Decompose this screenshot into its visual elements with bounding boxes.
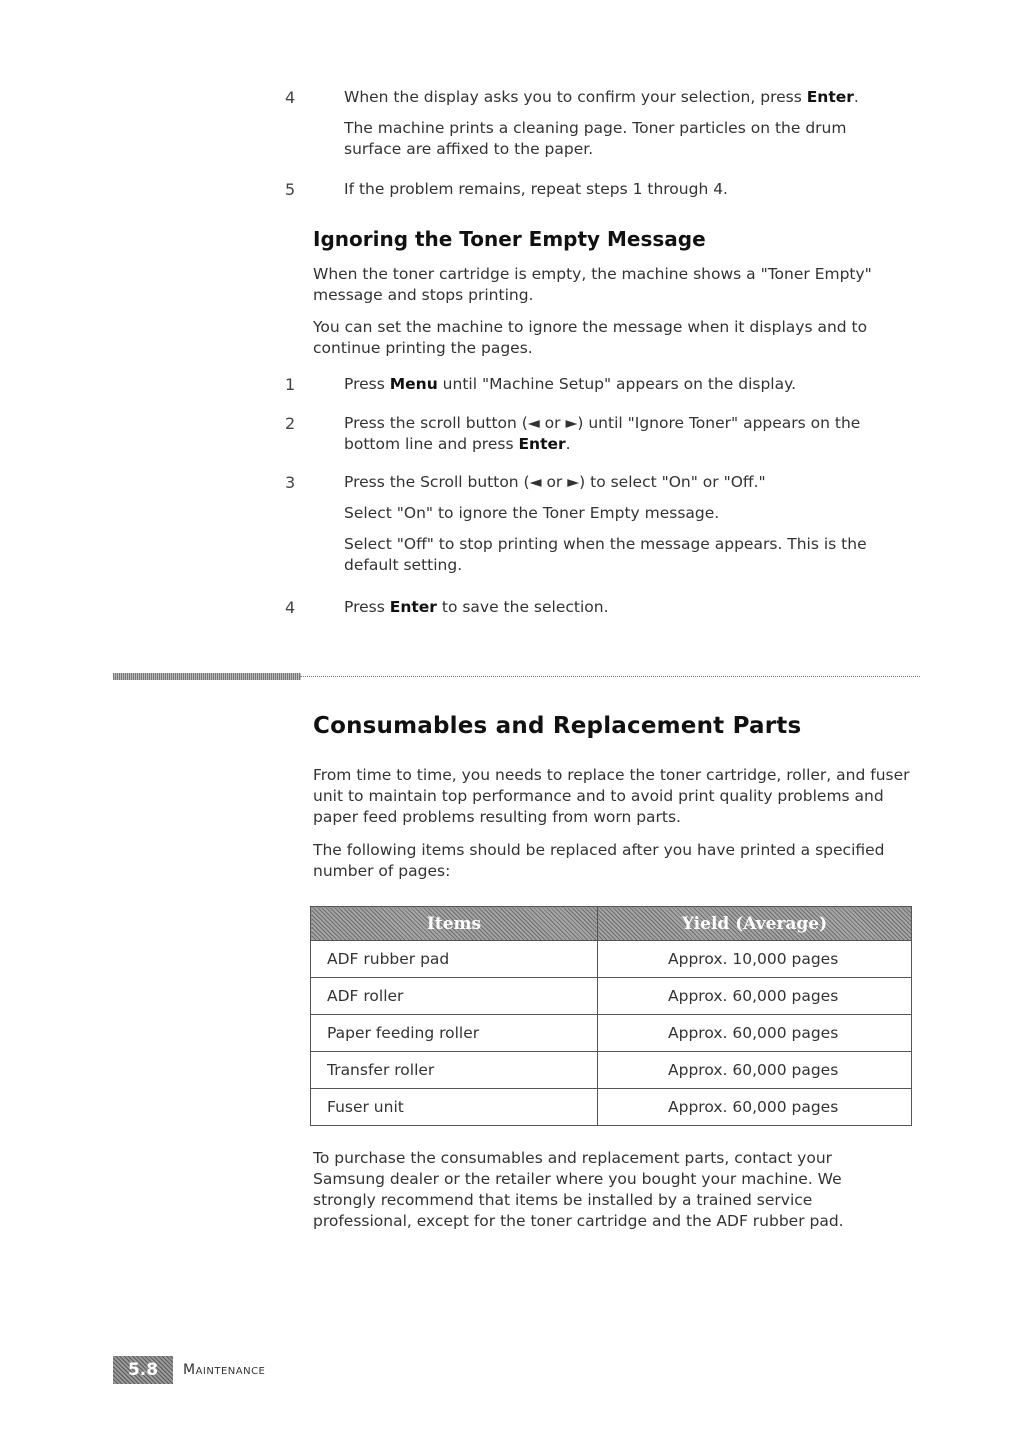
toner-para-1: When the toner cartridge is empty, the machine shows a "Toner Empty" message and stops printing.: [313, 265, 872, 304]
step-note: Select "On" to ignore the Toner Empty message.: [344, 504, 720, 522]
consumables-para-3: To purchase the consumables and replacement parts, contact your Samsung dealer or the retailer where you bought your machine. We strongly recommend that items be installed by a trained service professional, except for the toner cartridge and the ADF rubber pad.: [313, 1149, 844, 1230]
table-row: [311, 1052, 912, 1089]
cell-item: Transfer roller: [311, 1052, 598, 1089]
toner-step-2: [285, 413, 925, 465]
step-number: 4: [285, 598, 296, 617]
toner-para-2: You can set the machine to ignore the message when it displays and to continue printing the pages.: [313, 318, 868, 357]
page-number-badge: 5.8: [113, 1356, 173, 1384]
section-divider-bar: [113, 673, 301, 680]
step-note: The machine prints a cleaning page. Toner particles on the drum surface are affixed to the paper.: [344, 119, 847, 158]
consumables-para-2: The following items should be replaced after you have printed a specified number of pages:: [313, 841, 885, 880]
cell-yield: Approx. 60,000 pages: [598, 1089, 912, 1126]
table-row: [311, 978, 912, 1015]
step-4-top: [285, 87, 925, 170]
section-heading-consumables: Consumables and Replacement Parts: [313, 713, 802, 739]
step-5-top: [285, 179, 925, 210]
step-text: When the display asks you to confirm your selection, press Enter.: [344, 88, 859, 106]
table-header-row: [311, 907, 912, 941]
step-number: 4: [285, 88, 296, 107]
step-text: Press Enter to save the selection.: [344, 598, 609, 616]
cell-yield: Approx. 60,000 pages: [598, 1015, 912, 1052]
cell-yield: Approx. 60,000 pages: [598, 1052, 912, 1089]
section-heading-toner: Ignoring the Toner Empty Message: [313, 227, 706, 251]
section-divider-dots: [300, 676, 920, 677]
column-header-yield: Yield (Average): [598, 907, 912, 941]
toner-step-3: [285, 472, 925, 586]
step-number: 5: [285, 180, 296, 199]
cell-item: ADF roller: [311, 978, 598, 1015]
table-row: [311, 1015, 912, 1052]
step-note: Select "Off" to stop printing when the message appears. This is the default setting.: [344, 535, 867, 574]
cell-item: Paper feeding roller: [311, 1015, 598, 1052]
column-header-items: Items: [311, 907, 598, 941]
step-text: Press Menu until "Machine Setup" appears on the display.: [344, 375, 796, 393]
cell-yield: Approx. 60,000 pages: [598, 978, 912, 1015]
chapter-label: Maintenance: [183, 1362, 266, 1378]
step-number: 3: [285, 473, 296, 492]
table-row: [311, 1089, 912, 1126]
cell-item: ADF rubber pad: [311, 941, 598, 978]
cell-yield: Approx. 10,000 pages: [598, 941, 912, 978]
toner-step-1: [285, 374, 925, 405]
step-text: Press the scroll button (◄ or ►) until "Ignore Toner" appears on the bottom line and press Enter.: [344, 414, 861, 453]
step-text: If the problem remains, repeat steps 1 through 4.: [344, 180, 728, 198]
table-row: [311, 941, 912, 978]
toner-step-4: [285, 597, 925, 628]
step-number: 1: [285, 375, 296, 394]
consumables-table: [310, 906, 912, 1126]
step-number: 2: [285, 414, 296, 433]
cell-item: Fuser unit: [311, 1089, 598, 1126]
step-text: Press the Scroll button (◄ or ►) to select "On" or "Off.": [344, 473, 766, 491]
consumables-para-1: From time to time, you needs to replace the toner cartridge, roller, and fuser unit to maintain top performance and to avoid print quality problems and paper feed problems resulting from worn parts.: [313, 766, 910, 826]
